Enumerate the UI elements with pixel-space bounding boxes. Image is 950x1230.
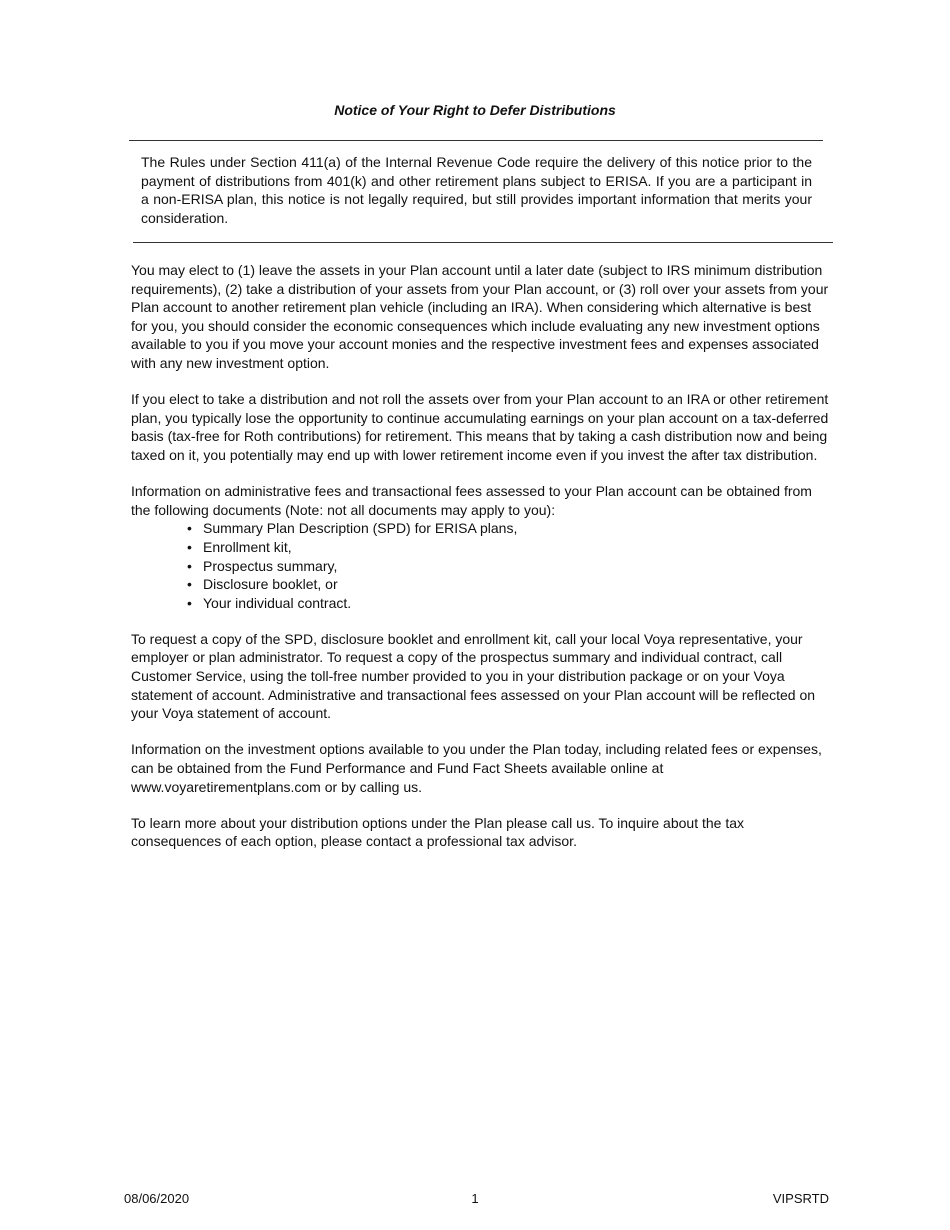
- list-item: • Enrollment kit,: [187, 538, 292, 555]
- list-item: • Your individual contract.: [187, 594, 352, 611]
- legal-notice-text: The Rules under Section 411(a) of the Internal Revenue Code require the delivery of this notice prior to the payment of distributions from 401(k) and other retirement plans subject to ERISA. If you are a participant in a non-ERISA plan, this notice is not legally required, but still provides important information that merits your consideration.: [141, 154, 812, 226]
- paragraph-investment-options: Information on the investment options available to you under the Plan today, including related fees or expenses, can be obtained from the Fund Performance and Fund Fact Sheets available online at www.voyaretirementplans.com or by calling us.: [131, 741, 822, 795]
- bullet-icon: •: [187, 594, 192, 611]
- footer-page-number: 1: [471, 1191, 479, 1206]
- footer-date: 08/06/2020: [124, 1191, 190, 1206]
- paragraph-fee-information: Information on administrative fees and transactional fees assessed to your Plan account can be obtained from the following documents (Note: not all documents may apply to you):: [131, 483, 812, 518]
- list-item: • Summary Plan Description (SPD) for ERISA plans,: [187, 520, 518, 537]
- paragraph-distribution-consequences: If you elect to take a distribution and not roll the assets over from your Plan account to an IRA or other retirement plan, you typically lose the opportunity to continue accumulating earnings on your plan account on a tax-deferred basis (tax-free for Roth contributions) for retirement. This means that by taking a cash distribution now and being taxed on it, you potentially may end up with lower retirement income even if you invest the after tax distribution.: [131, 391, 829, 463]
- bullet-icon: •: [187, 557, 192, 574]
- fee-documents-list: [131, 519, 831, 612]
- bullet-icon: •: [187, 576, 192, 593]
- document-title: Notice of Your Right to Defer Distributions: [334, 102, 616, 118]
- notice-bottom-rule: [133, 242, 833, 243]
- list-item: • Disclosure booklet, or: [187, 576, 338, 593]
- paragraph-distribution-options: You may elect to (1) leave the assets in your Plan account until a later date (subject to IRS minimum distribution requirements), (2) take a distribution of your assets from your Plan account, or (3) roll over your assets from your Plan account to another retirement plan vehicle (including an IRA). When considering which alternative is best for you, you should consider the economic consequences which include evaluating any new investment options available to you if you move your account monies and the respective investment fees and expenses associated with any new investment option.: [131, 262, 829, 371]
- bullet-icon: •: [187, 520, 192, 537]
- list-item: • Prospectus summary,: [187, 557, 338, 574]
- bullet-icon: •: [187, 538, 192, 555]
- footer-form-code: VIPSRTD: [772, 1191, 829, 1206]
- document-body: [131, 261, 831, 869]
- paragraph-learn-more: To learn more about your distribution options under the Plan please call us. To inquire about the tax consequences of each option, please contact a professional tax advisor.: [131, 814, 745, 850]
- paragraph-request-copies: To request a copy of the SPD, disclosure booklet and enrollment kit, call your local Voya representative, your employer or plan administrator. To request a copy of the prospectus summary and individual contract, call Customer Service, using the toll-free number provided to you in your distribution package or on your Voya statement of account. Administrative and transactional fees assessed on your Plan account will be reflected on your Voya statement of account.: [131, 630, 816, 722]
- notice-top-rule: [129, 140, 823, 141]
